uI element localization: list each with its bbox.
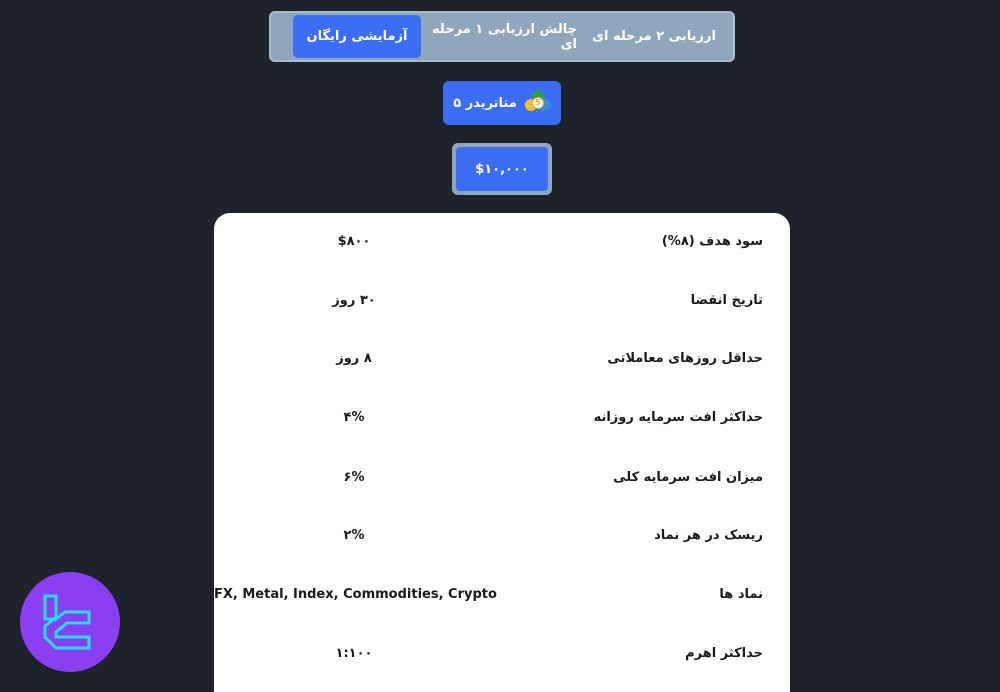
rule-value: FX, Metal, Index, Commodities, Crypto xyxy=(214,586,497,602)
rule-label: نماد ها xyxy=(719,586,763,602)
tab-label: ارزیابی ۲ مرحله ای xyxy=(592,29,716,44)
rule-row-expiry xyxy=(214,290,790,310)
rule-value: ۸ روز xyxy=(336,350,372,366)
account-size-button[interactable] xyxy=(456,147,548,191)
rule-value: ۱:۱۰۰ xyxy=(335,645,373,661)
rule-label: سود هدف (۸%) xyxy=(661,233,763,249)
rule-value: ۳۰ روز xyxy=(332,292,376,308)
tab-two-step-evaluation[interactable] xyxy=(577,15,731,58)
rule-row-risk-per-symbol xyxy=(214,525,790,545)
platform-label: متاتریدر ۵ xyxy=(453,95,517,111)
metatrader5-icon: 5 xyxy=(525,90,551,116)
rule-row-max-daily-drawdown xyxy=(214,407,790,427)
account-size-selector xyxy=(452,143,552,195)
tab-label: آزمایشی رایگان xyxy=(306,29,408,44)
rule-row-symbols xyxy=(214,584,790,604)
brand-logo xyxy=(20,572,120,672)
rule-label: تاریخ انقضا xyxy=(690,292,763,308)
rule-label: میزان افت سرمایه کلی xyxy=(613,469,763,485)
plan-tabs xyxy=(269,11,735,62)
brand-logo-icon xyxy=(40,592,100,652)
rule-value: ۲% xyxy=(343,527,365,543)
rule-label: حداقل روزهای معاملاتی xyxy=(607,350,763,366)
rule-row-max-total-drawdown xyxy=(214,467,790,487)
rule-row-profit-target xyxy=(214,231,790,251)
rule-value: ۶% xyxy=(343,469,365,485)
platform-metatrader5-button[interactable] xyxy=(443,81,561,125)
rule-value: $۸۰۰ xyxy=(337,233,371,249)
rules-card xyxy=(214,213,790,692)
rule-value: ۴% xyxy=(343,409,365,425)
tab-one-step-challenge[interactable] xyxy=(421,15,577,58)
rule-label: حداکثر افت سرمایه روزانه xyxy=(593,409,763,425)
tab-label: چالش ارزیابی ۱ مرحله ای xyxy=(432,21,577,52)
rule-row-min-trading-days xyxy=(214,348,790,368)
tab-free-trial[interactable] xyxy=(293,15,421,58)
rule-row-max-leverage xyxy=(214,643,790,663)
rule-label: ریسک در هر نماد xyxy=(654,527,763,543)
account-size-label: $۱۰,۰۰۰ xyxy=(475,161,529,177)
rule-label: حداکثر اهرم xyxy=(685,645,763,661)
